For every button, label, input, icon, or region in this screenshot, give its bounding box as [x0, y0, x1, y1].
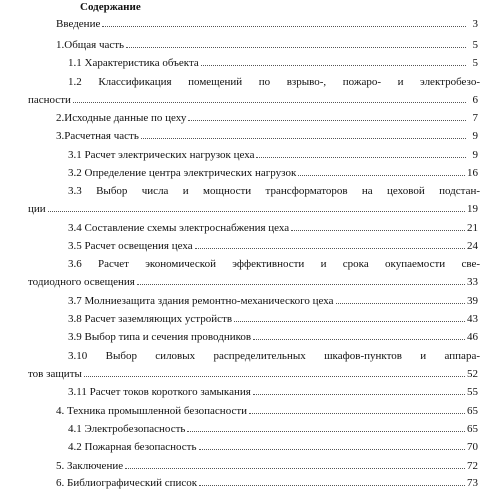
toc-entry-intro[interactable] — [56, 18, 478, 31]
entry-page: 55 — [467, 386, 478, 398]
entry-page: 73 — [467, 477, 478, 489]
toc-entry-3-5[interactable] — [68, 240, 478, 253]
toc-entry-section-4[interactable] — [56, 405, 478, 418]
leader-dots — [336, 303, 465, 304]
leader-dots — [253, 339, 465, 340]
leader-dots — [195, 248, 465, 249]
toc-entry-3-8[interactable] — [68, 313, 478, 326]
entry-title: 1.Общая часть — [56, 39, 125, 51]
entry-page: 65 — [467, 405, 478, 417]
leader-dots — [73, 102, 466, 103]
entry-title: 3.1 Расчет электрических нагрузок цеха — [68, 149, 255, 161]
entry-page: 72 — [467, 460, 478, 472]
entry-title: Введение — [56, 18, 101, 30]
entry-page: 52 — [467, 368, 478, 380]
toc-entry-3-4[interactable] — [68, 222, 478, 235]
toc-entry-4-1[interactable] — [68, 423, 478, 436]
toc-entry-3-3-line2[interactable] — [28, 203, 478, 216]
entry-page: 7 — [472, 112, 478, 124]
toc-entry-section-6[interactable] — [56, 477, 478, 490]
toc-entry-4-2[interactable] — [68, 441, 478, 454]
entry-title: 3.7 Молниезащита здания ремонтно-механического цеха — [68, 295, 334, 307]
entry-title: 4. Техника промышленной безопасности — [56, 405, 248, 417]
entry-page: 21 — [467, 222, 478, 234]
toc-heading: Содержание — [80, 1, 141, 13]
leader-dots — [249, 413, 465, 414]
toc-entry-section-1[interactable] — [56, 39, 478, 52]
entry-title: 4.1 Электробезопасность — [68, 423, 186, 435]
toc-entry-3-6-line2[interactable] — [28, 276, 478, 289]
entry-page: 9 — [472, 130, 478, 142]
entry-title: 1.1 Характеристика объекта — [68, 57, 199, 69]
entry-title: 3.4 Составление схемы электроснабжения цеха — [68, 222, 290, 234]
leader-dots — [141, 138, 466, 139]
entry-page: 3 — [472, 18, 478, 30]
leader-dots — [256, 157, 466, 158]
toc-entry-3-3-line1[interactable]: 3.3 Выбор числа и мощности трансформаторов на цеховой подстан- — [68, 185, 480, 197]
entry-page: 5 — [472, 57, 478, 69]
entry-title-continued: пасности — [28, 94, 71, 106]
toc-entry-section-5[interactable] — [56, 460, 478, 473]
leader-dots — [125, 468, 465, 469]
entry-title: 3.2 Определение центра электрических нагрузок — [68, 167, 297, 179]
toc-entry-3-6-line1[interactable]: 3.6 Расчет экономической эффективности и срока окупаемости све- — [68, 258, 480, 270]
entry-title: 2.Исходные данные по цеху — [56, 112, 187, 124]
toc-entry-3-10-line1[interactable]: 3.10 Выбор силовых распределительных шкафов-пунктов и аппара- — [68, 350, 480, 362]
entry-page: 24 — [467, 240, 478, 252]
entry-page: 65 — [467, 423, 478, 435]
leader-dots — [199, 485, 465, 486]
leader-dots — [291, 230, 465, 231]
entry-page: 33 — [467, 276, 478, 288]
entry-page: 39 — [467, 295, 478, 307]
entry-title: 3.11 Расчет токов короткого замыкания — [68, 386, 251, 398]
toc-entry-1-2-line1[interactable]: 1.2 Классификация помещений по взрыво-, пожаро- и электробезо- — [68, 76, 480, 88]
entry-page: 6 — [472, 94, 478, 106]
entry-page: 9 — [472, 149, 478, 161]
toc-entry-1-2-line2[interactable] — [28, 94, 478, 107]
leader-dots — [187, 431, 465, 432]
entry-title: 3.8 Расчет заземляющих устройств — [68, 313, 233, 325]
entry-title: 5. Заключение — [56, 460, 124, 472]
leader-dots — [126, 47, 466, 48]
toc-entry-section-2[interactable] — [56, 112, 478, 125]
leader-dots — [137, 284, 465, 285]
leader-dots — [84, 376, 465, 377]
entry-page: 46 — [467, 331, 478, 343]
toc-entry-3-7[interactable] — [68, 295, 478, 308]
entry-page: 16 — [467, 167, 478, 179]
entry-title: 3.Расчетная часть — [56, 130, 139, 142]
leader-dots — [199, 449, 466, 450]
entry-title: 6. Библиографический список — [56, 477, 198, 489]
leader-dots — [188, 120, 466, 121]
entry-title-continued: ции — [28, 203, 46, 215]
toc-entry-section-3[interactable] — [56, 130, 478, 143]
entry-page: 19 — [467, 203, 478, 215]
toc-entry-3-10-line2[interactable] — [28, 368, 478, 381]
leader-dots — [234, 321, 465, 322]
entry-title: 3.5 Расчет освещения цеха — [68, 240, 193, 252]
entry-page: 5 — [472, 39, 478, 51]
entry-title-continued: тодиодного освещения — [28, 276, 135, 288]
leader-dots — [201, 65, 466, 66]
toc-entry-3-11[interactable] — [68, 386, 478, 399]
entry-title-continued: тов защиты — [28, 368, 82, 380]
leader-dots — [48, 211, 465, 212]
entry-title: 4.2 Пожарная безопасность — [68, 441, 197, 453]
leader-dots — [102, 26, 466, 27]
toc-entry-3-9[interactable] — [68, 331, 478, 344]
leader-dots — [298, 175, 465, 176]
entry-page: 43 — [467, 313, 478, 325]
entry-title: 3.9 Выбор типа и сечения проводников — [68, 331, 252, 343]
toc-entry-1-1[interactable] — [68, 57, 478, 70]
toc-entry-3-2[interactable] — [68, 167, 478, 180]
toc-entry-3-1[interactable] — [68, 149, 478, 162]
leader-dots — [253, 394, 465, 395]
entry-page: 70 — [467, 441, 478, 453]
